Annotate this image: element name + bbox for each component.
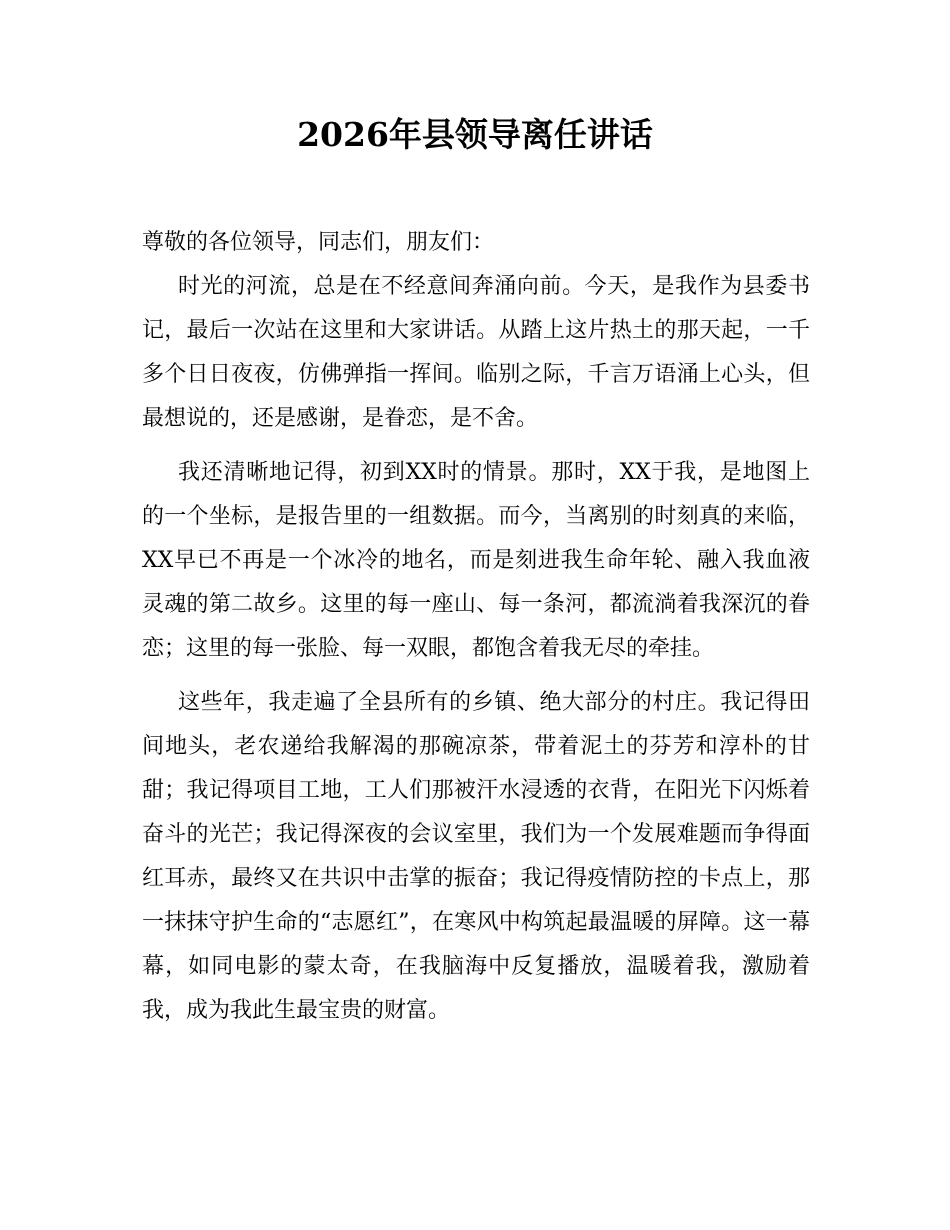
- document-title: 2026年县领导离任讲话: [297, 115, 653, 154]
- paragraph-3: 这些年，我走遍了全县所有的乡镇、绝大部分的村庄。我记得田间地头，老农递给我解渴的那碗凉茶，带着泥土的芬芳和淳朴的甘甜；我记得项目工地，工人们那被汗水浸透的衣背，在阳光下闪烁着奋斗的光芒；我记得深夜的会议室里，我们为一个发展难题而争得面红耳赤，最终又在共识中击掌的振奋；我记得疫情防控的卡点上，那一抹抹守护生命的“志愿红”，在寒风中构筑起最温暖的屏障。这一幕幕，如同电影的蒙太奇，在我脑海中反复播放，温暖着我，激励着我，成为我此生最宝贵的财富。: [142, 690, 810, 1023]
- paragraph-1: 时光的河流，总是在不经意间奔涌向前。今天，是我作为县委书记，最后一次站在这里和大家讲话。从踏上这片热土的那天起，一千多个日日夜夜，仿佛弹指一挥间。临别之际，千言万语涌上心头，但最想说的，还是感谢，是眷恋，是不舍。: [142, 274, 810, 431]
- paragraph-2: 我还清晰地记得，初到XX时的情景。那时，XX于我，是地图上的一个坐标，是报告里的一组数据。而今，当离别的时刻真的来临，XX早已不再是一个冰冷的地名，而是刻进我生命年轮、融入我血液灵魂的第二故乡。这里的每一座山、每一条河，都流淌着我深沉的眷恋；这里的每一张脸、每一双眼，都饱含着我无尽的牵挂。: [142, 460, 810, 661]
- salutation: 尊敬的各位领导，同志们，朋友们：: [142, 230, 495, 255]
- document-body: [142, 225, 810, 1043]
